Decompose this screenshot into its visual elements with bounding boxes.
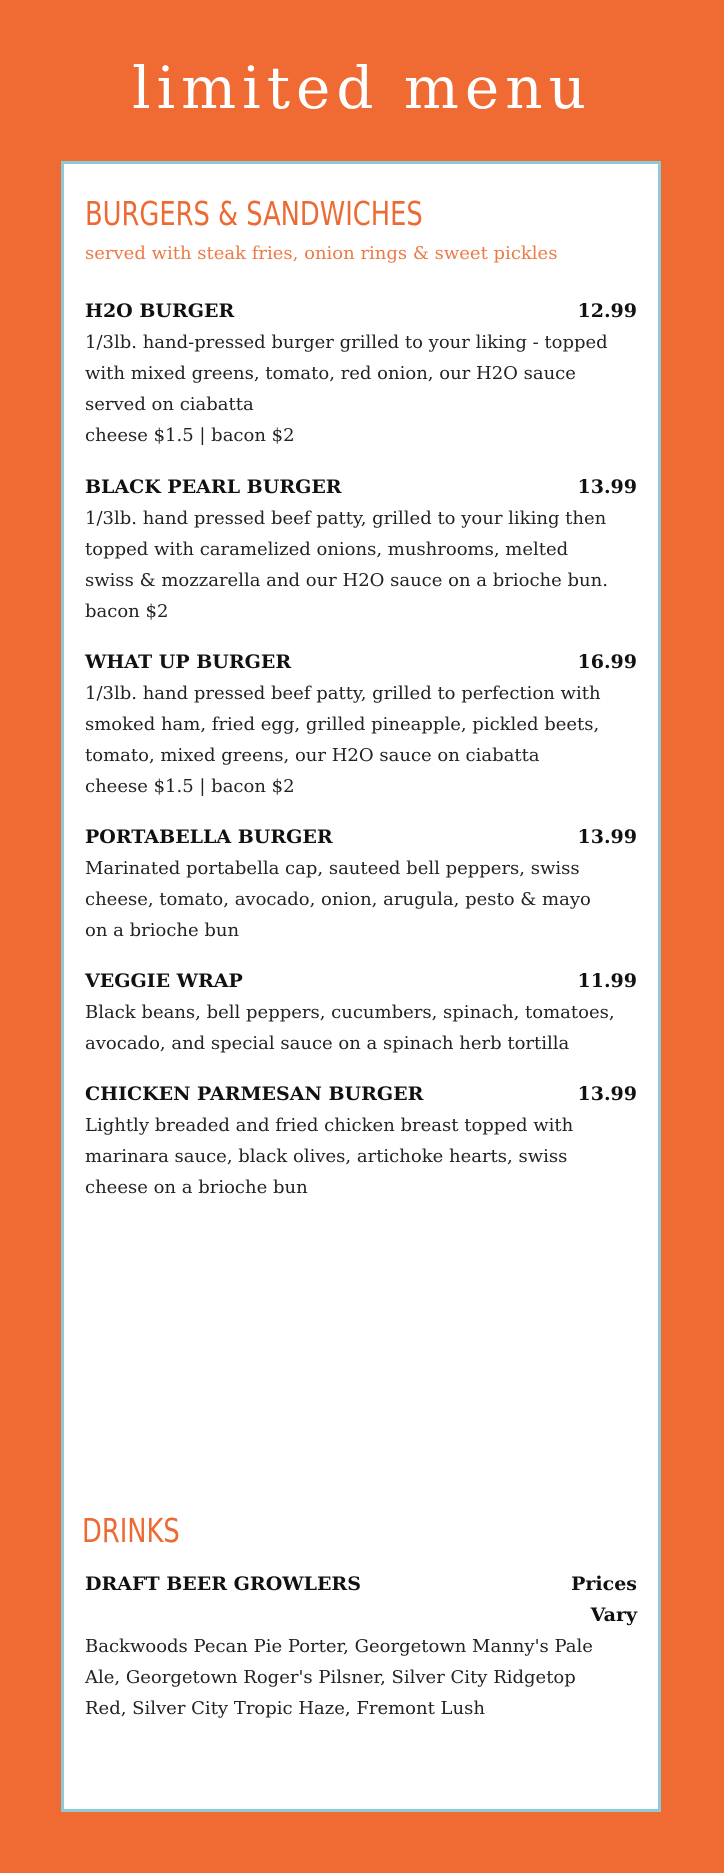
description-line: Lightly breaded and fried chicken breast topped with bbox=[85, 1115, 574, 1136]
item-name: H2O BURGER bbox=[85, 300, 235, 322]
page-title: limited menu bbox=[132, 54, 592, 122]
section-subheading-burgers: served with steak fries, onion rings & sweet pickles bbox=[85, 243, 558, 264]
item-price: 11.99 bbox=[577, 970, 637, 992]
description-line: cheese, tomato, avocado, onion, arugula, pesto & mayo bbox=[85, 889, 591, 910]
description-line: swiss & mozzarella and our H2O sauce on a brioche bun. bbox=[85, 570, 608, 591]
item-price: 13.99 bbox=[577, 1083, 637, 1105]
description-line: cheese on a brioche bun bbox=[85, 1177, 308, 1198]
menu-item bbox=[85, 472, 637, 627]
description-line: with mixed greens, tomato, red onion, our H2O sauce bbox=[85, 363, 576, 384]
item-name: DRAFT BEER GROWLERS bbox=[85, 1573, 361, 1595]
description-line: 1/3lb. hand pressed beef patty, grilled to your liking then bbox=[85, 508, 607, 529]
item-price: 13.99 bbox=[577, 826, 637, 848]
price-line: Vary bbox=[590, 1604, 637, 1626]
menu-item bbox=[85, 1569, 637, 1724]
description-line: Marinated portabella cap, sauteed bell peppers, swiss bbox=[85, 858, 580, 879]
section-heading-burgers: BURGERS & SANDWICHES bbox=[85, 194, 423, 233]
description-line: Red, Silver City Tropic Haze, Fremont Lush bbox=[85, 1698, 485, 1719]
item-description bbox=[85, 503, 637, 627]
description-line: cheese $1.5 | bacon $2 bbox=[85, 425, 295, 446]
description-line: Ale, Georgetown Roger's Pilsner, Silver City Ridgetop bbox=[85, 1667, 576, 1688]
item-description bbox=[85, 853, 637, 946]
description-line: served on ciabatta bbox=[85, 394, 254, 415]
menu-card bbox=[61, 161, 661, 1812]
description-line: 1/3lb. hand-pressed burger grilled to your liking - topped bbox=[85, 332, 608, 353]
description-line: Black beans, bell peppers, cucumbers, spinach, tomatoes, bbox=[85, 1002, 615, 1023]
price-line: Prices bbox=[571, 1573, 637, 1595]
section-heading-drinks: DRINKS bbox=[82, 1511, 180, 1550]
item-price: 12.99 bbox=[577, 300, 637, 322]
description-line: bacon $2 bbox=[85, 601, 169, 622]
item-price bbox=[571, 1569, 637, 1631]
description-line: 1/3lb. hand pressed beef patty, grilled to perfection with bbox=[85, 683, 601, 704]
item-name: CHICKEN PARMESAN BURGER bbox=[85, 1083, 424, 1105]
description-line: cheese $1.5 | bacon $2 bbox=[85, 776, 295, 797]
item-description bbox=[85, 327, 637, 451]
menu-item bbox=[85, 822, 637, 946]
description-line: smoked ham, fried egg, grilled pineapple, pickled beets, bbox=[85, 714, 600, 735]
item-description bbox=[85, 1631, 637, 1724]
item-description bbox=[85, 997, 637, 1059]
item-name: BLACK PEARL BURGER bbox=[85, 476, 342, 498]
description-line: avocado, and special sauce on a spinach herb tortilla bbox=[85, 1033, 570, 1054]
menu-item bbox=[85, 296, 637, 451]
item-name: WHAT UP BURGER bbox=[85, 651, 292, 673]
item-name: PORTABELLA BURGER bbox=[85, 826, 333, 848]
item-description bbox=[85, 1110, 637, 1203]
description-line: Backwoods Pecan Pie Porter, Georgetown Manny's Pale bbox=[85, 1636, 593, 1657]
menu-item bbox=[85, 1079, 637, 1203]
description-line: on a brioche bun bbox=[85, 920, 240, 941]
menu-item bbox=[85, 647, 637, 802]
item-description bbox=[85, 678, 637, 802]
item-price: 16.99 bbox=[577, 651, 637, 673]
item-price: 13.99 bbox=[577, 476, 637, 498]
item-name: VEGGIE WRAP bbox=[85, 970, 243, 992]
menu-item bbox=[85, 966, 637, 1059]
description-line: topped with caramelized onions, mushrooms, melted bbox=[85, 539, 569, 560]
description-line: tomato, mixed greens, our H2O sauce on ciabatta bbox=[85, 745, 540, 766]
description-line: marinara sauce, black olives, artichoke hearts, swiss bbox=[85, 1146, 568, 1167]
